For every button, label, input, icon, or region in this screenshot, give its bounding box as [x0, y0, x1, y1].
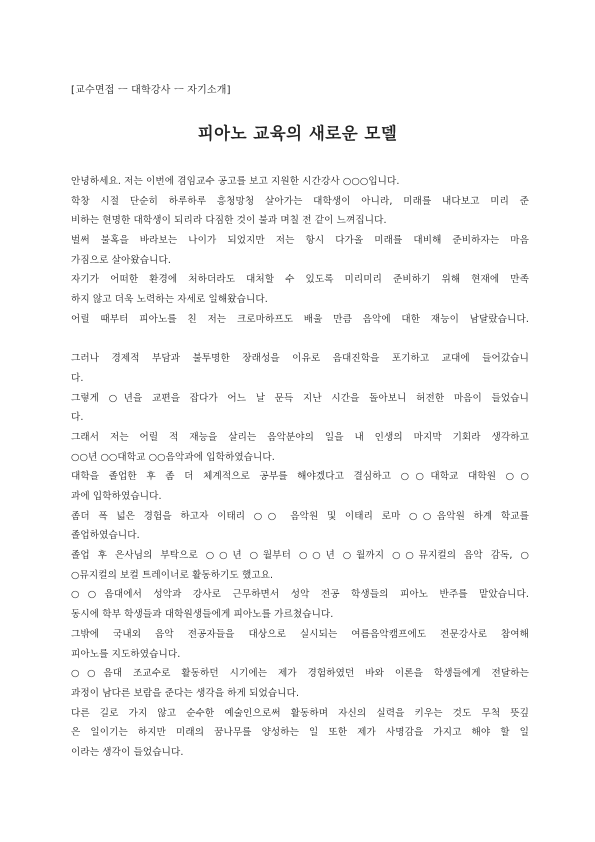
body-line: 좀더 폭 넓은 경험을 하고자 이태리 ○○ 음악원 및 이태리 로마 ○○음악원 하계 학교를: [71, 510, 529, 522]
body-line: 다.: [71, 412, 84, 424]
body-line: 어릴 때부터 피아노를 친 저는 크로마하프도 배울 만큼 음악에 대한 재능이 남달랐습니다.: [71, 313, 529, 325]
body-line: 이라는 생각이 들었습니다.: [71, 746, 184, 758]
body-line: 과정이 남다른 보람을 준다는 생각을 하게 되었습니다.: [71, 687, 300, 699]
body-line: 졸업하였습니다.: [71, 530, 140, 542]
body-line: ○뮤지컬의 보컬 트레이너로 활동하기도 했고요.: [71, 569, 274, 581]
body-line: 졸업 후 은사님의 부탁으로 ○○년 ○월부터 ○○년 ○월까지 ○○뮤지컬의 음악 감독, ○: [71, 550, 529, 562]
body-line: 과에 입학하였습니다.: [71, 491, 162, 502]
body-line: 가짐으로 살아왔습니다.: [71, 254, 171, 266]
body-line: 비하는 현명한 대학생이 되리라 다짐한 것이 불과 며칠 전 같이 느껴집니다.: [71, 215, 387, 227]
document-body: [71, 172, 529, 763]
body-line: 피아노를 지도하였습니다.: [71, 648, 181, 660]
body-line: 그밖에 국내외 음악 전공자들을 대상으로 실시되는 여름음악캠프에도 전문강사로 참여해: [71, 628, 529, 640]
body-line: 그러나 경제적 부담과 불투명한 장래성을 이유로 음대진학을 포기하고 교대에 들어갔습니: [71, 353, 529, 365]
body-line: ○○음대에서 성악과 강사로 근무하면서 성악 전공 학생들의 피아노 반주를 맡았습니다.: [71, 589, 529, 601]
body-line: 은 일이기는 하지만 미래의 꿈나무를 양성하는 일 또한 제가 사명감을 가지고 해야 할 일: [71, 727, 529, 739]
document-title: 피아노 교육의 새로운 모델: [197, 124, 398, 143]
body-line: 동시에 학부 학생들과 대학원생들에게 피아노를 가르쳤습니다.: [71, 609, 334, 621]
document-category: [교수면접 ㅡ 대학강사 ㅡ 자기소개]: [71, 85, 231, 96]
body-line: 학창 시절 단순히 하루하루 흥청망청 살아가는 대학생이 아니라, 미래를 내다보고 미리 준: [71, 195, 529, 207]
body-line: 하지 않고 더욱 노력하는 자세로 일해왔습니다.: [71, 294, 268, 306]
body-line: 대학을 졸업한 후 좀 더 체계적으로 공부를 해야겠다고 결심하고 ○○대학교 대학원 ○○: [71, 471, 529, 483]
body-line: 그래서 저는 어릴 적 재능을 살리는 음악분야의 일을 내 인생의 마지막 기회라 생각하고: [71, 431, 529, 443]
body-line: 벌써 불혹을 바라보는 나이가 되었지만 저는 항시 다가올 미래를 대비해 준비하자는 마음: [71, 235, 529, 247]
body-line: 다른 길로 가지 않고 순수한 예술인으로써 활동하며 자신의 실력을 키우는 것도 무척 뜻깊: [71, 707, 529, 719]
paragraph-gap: [71, 330, 529, 350]
body-line: 안녕하세요. 저는 이번에 겸임교수 공고를 보고 지원한 시간강사 ○○○입니다.: [71, 176, 400, 187]
body-line: ○○년 ○○대학교 ○○음악과에 입학하였습니다.: [71, 451, 275, 463]
body-line: 다.: [71, 372, 84, 384]
body-line: 그렇게 ○년을 교편을 잡다가 어느 날 문득 지난 시간을 돌아보니 허전한 마음이 들었습니: [71, 392, 529, 404]
body-line: 자기가 어떠한 환경에 처하더라도 대처할 수 있도록 미리미리 준비하기 위해 현재에 만족: [71, 274, 529, 286]
body-line: ○○음대 조교수로 활동하던 시기에는 제가 경험하였던 바와 이론을 학생들에게 전달하는: [71, 668, 529, 680]
